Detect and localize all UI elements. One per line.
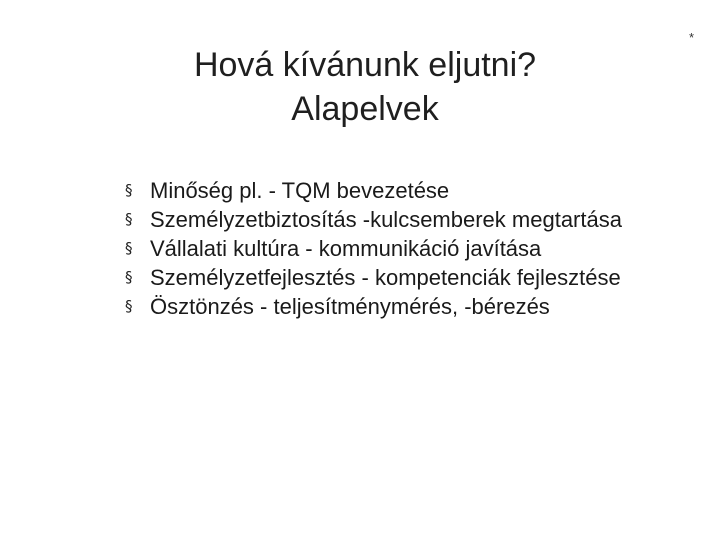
bullet-text: Személyzetfejlesztés - kompetenciák fejlesztése	[150, 265, 621, 290]
square-bullet-icon: §	[125, 268, 133, 286]
bullet-item	[125, 263, 670, 292]
bullet-item	[125, 176, 670, 205]
bullet-item	[125, 234, 670, 263]
square-bullet-icon: §	[125, 181, 133, 199]
square-bullet-icon: §	[125, 210, 133, 228]
bullet-list	[125, 176, 670, 321]
bullet-item	[125, 292, 670, 321]
square-bullet-icon: §	[125, 239, 133, 257]
square-bullet-icon: §	[125, 297, 133, 315]
bullet-text: Vállalati kultúra - kommunikáció javítása	[150, 236, 542, 261]
bullet-item	[125, 205, 670, 234]
slide-title	[100, 43, 630, 131]
slide-title-line-1: Hová kívánunk eljutni?	[193, 45, 537, 84]
slide-title-line-2: Alapelvek	[291, 89, 439, 128]
bullet-text: Ösztönzés - teljesítménymérés, -bérezés	[150, 294, 550, 319]
bullet-text: Személyzetbiztosítás -kulcsemberek megtartása	[150, 207, 622, 232]
bullet-text: Minőség pl. - TQM bevezetése	[150, 178, 450, 203]
page-marker: *	[688, 30, 694, 45]
